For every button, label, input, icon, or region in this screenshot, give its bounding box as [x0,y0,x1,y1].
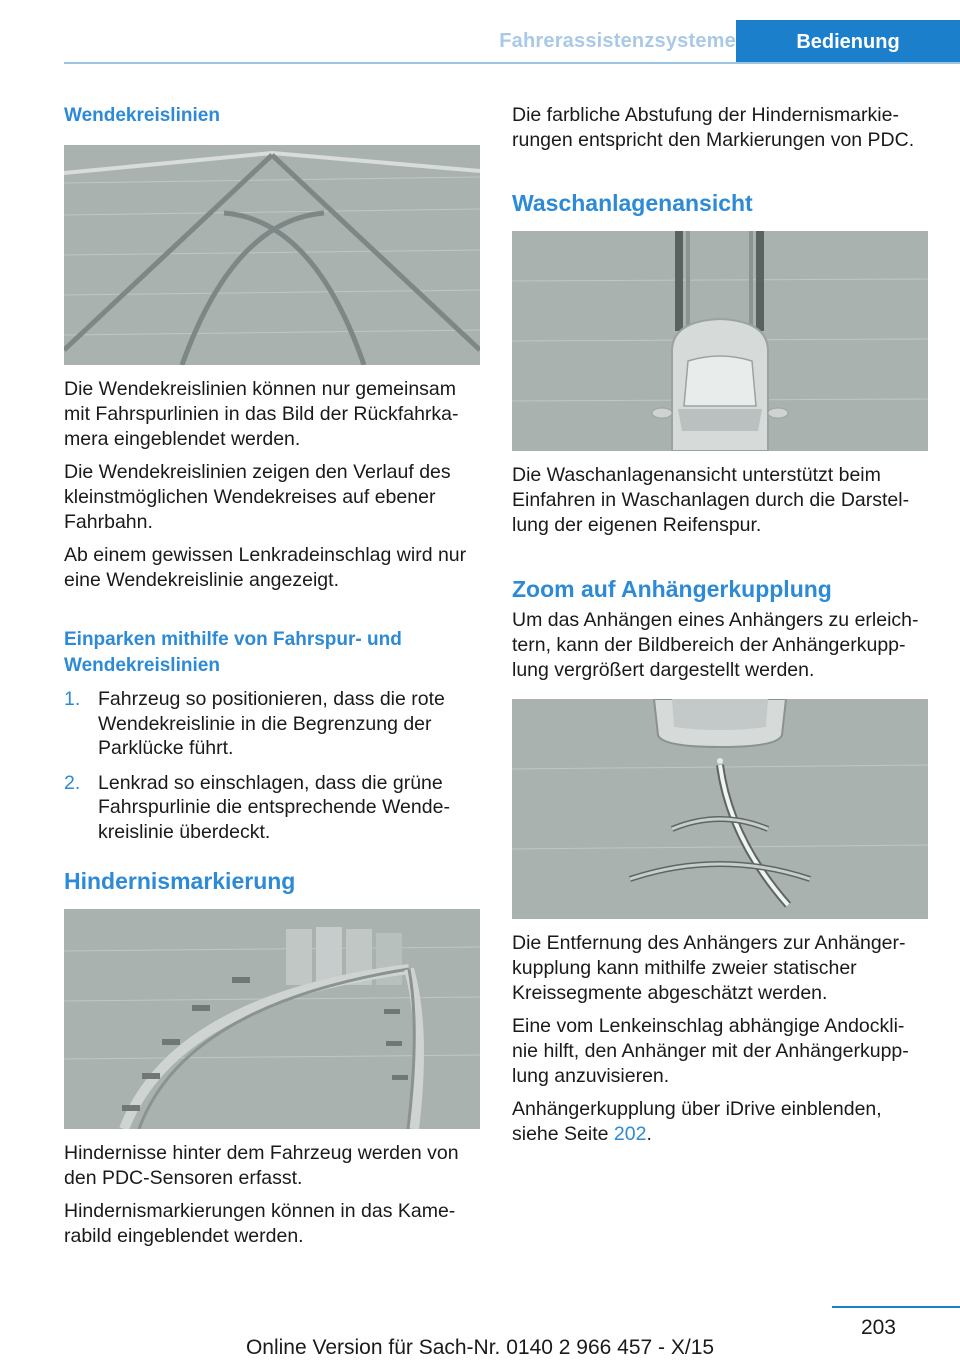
step-text: Fahrzeug so positionieren, dass die rote Wendekreislinie in die Begrenzung der Parklücke führt. [98,688,445,759]
left-text-block-1 [64,377,480,593]
right-text-block-3 [512,608,928,683]
figure-car-wash-view [512,231,928,451]
heading-hindernismarkierung: Hindernismarkierung [64,868,296,894]
paragraph-idrive-reference [512,1097,928,1147]
figure-turning-circle-lines [64,145,480,365]
header-section-title: Fahrerassistenzsysteme [499,30,736,52]
paragraph: Hindernisse hinter dem Fahrzeug werden von den PDC-Sensoren erfasst. [64,1142,459,1189]
right-text-block-2 [512,463,928,538]
paragraph: Hindernismarkierungen können in das Kame‐ rabild eingeblendet werden. [64,1200,456,1247]
paragraph: Die Wendekreislinien zeigen den Verlauf des kleinstmöglichen Wendekreises auf ebener Fahrbahn. [64,461,451,533]
steps-list-block [64,687,480,854]
page-number-rule [832,1306,960,1308]
reference-text: Anhängerkupplung über iDrive einblenden, siehe Seite [512,1098,882,1145]
heading-einparken: Einparken mithilfe von Fahrspur- und Wendekreislinien [64,629,402,676]
reference-period: . [646,1123,652,1145]
page-link-202[interactable]: 202 [613,1123,647,1145]
list-item [64,687,480,761]
paragraph: Die Entfernung des Anhängers zur Anhänger‐ kupplung kann mithilfe zweier statischer Kreissegmente abgeschätzt werden. [512,932,906,1004]
paragraph: Eine vom Lenkeinschlag abhängige Andockli‐ nie hilft, den Anhänger mit der Anhängerkupp‐ lung anzuvisieren. [512,1015,909,1087]
page-number: 203 [860,1316,896,1339]
paragraph: Ab einem gewissen Lenkradeinschlag wird nur eine Wendekreislinie angezeigt. [64,544,467,591]
steps-list [64,687,480,844]
left-text-block-2 [64,1141,480,1249]
paragraph: Die Wendekreislinien können nur gemeinsam mit Fahrspurlinien in das Bild der Rückfahrka‐ mera eingeblendet werden. [64,378,459,450]
paragraph: Die farbliche Abstufung der Hindernismarkie‐ rungen entspricht den Markierungen von PDC. [512,104,915,151]
paragraph: Die Waschanlagenansicht unterstützt beim Einfahren in Waschanlagen durch die Darstel‐ lung der eigenen Reifenspur. [512,464,910,536]
right-text-block-4 [512,931,928,1147]
header-tab-bedienung[interactable]: Bedienung [736,20,960,62]
heading-waschanlagenansicht: Waschanlagenansicht [512,190,753,216]
heading-zoom-anhaengerkupplung: Zoom auf Anhängerkupplung [512,576,832,602]
heading-wendekreislinien: Wendekreislinien [64,105,220,126]
footer-version: Online Version für Sach-Nr. 0140 2 966 457 - X/15 [245,1336,715,1359]
header-rule [64,62,960,64]
figure-obstacle-markers [64,909,480,1129]
paragraph: Um das Anhängen eines Anhängers zu erleich‐ tern, kann der Bildbereich der Anhängerkupp‐ lung vergrößert dargestellt werden. [512,609,919,681]
step-number: 2. [64,771,81,794]
figure-trailer-hitch-zoom [512,699,928,919]
right-text-block-1 [512,103,928,153]
step-text: Lenkrad so einschlagen, dass die grüne Fahrspurlinie die entsprechende Wende‐ kreislinie überdeckt. [98,771,450,843]
step-number: 1. [64,688,81,710]
list-item [64,771,480,845]
